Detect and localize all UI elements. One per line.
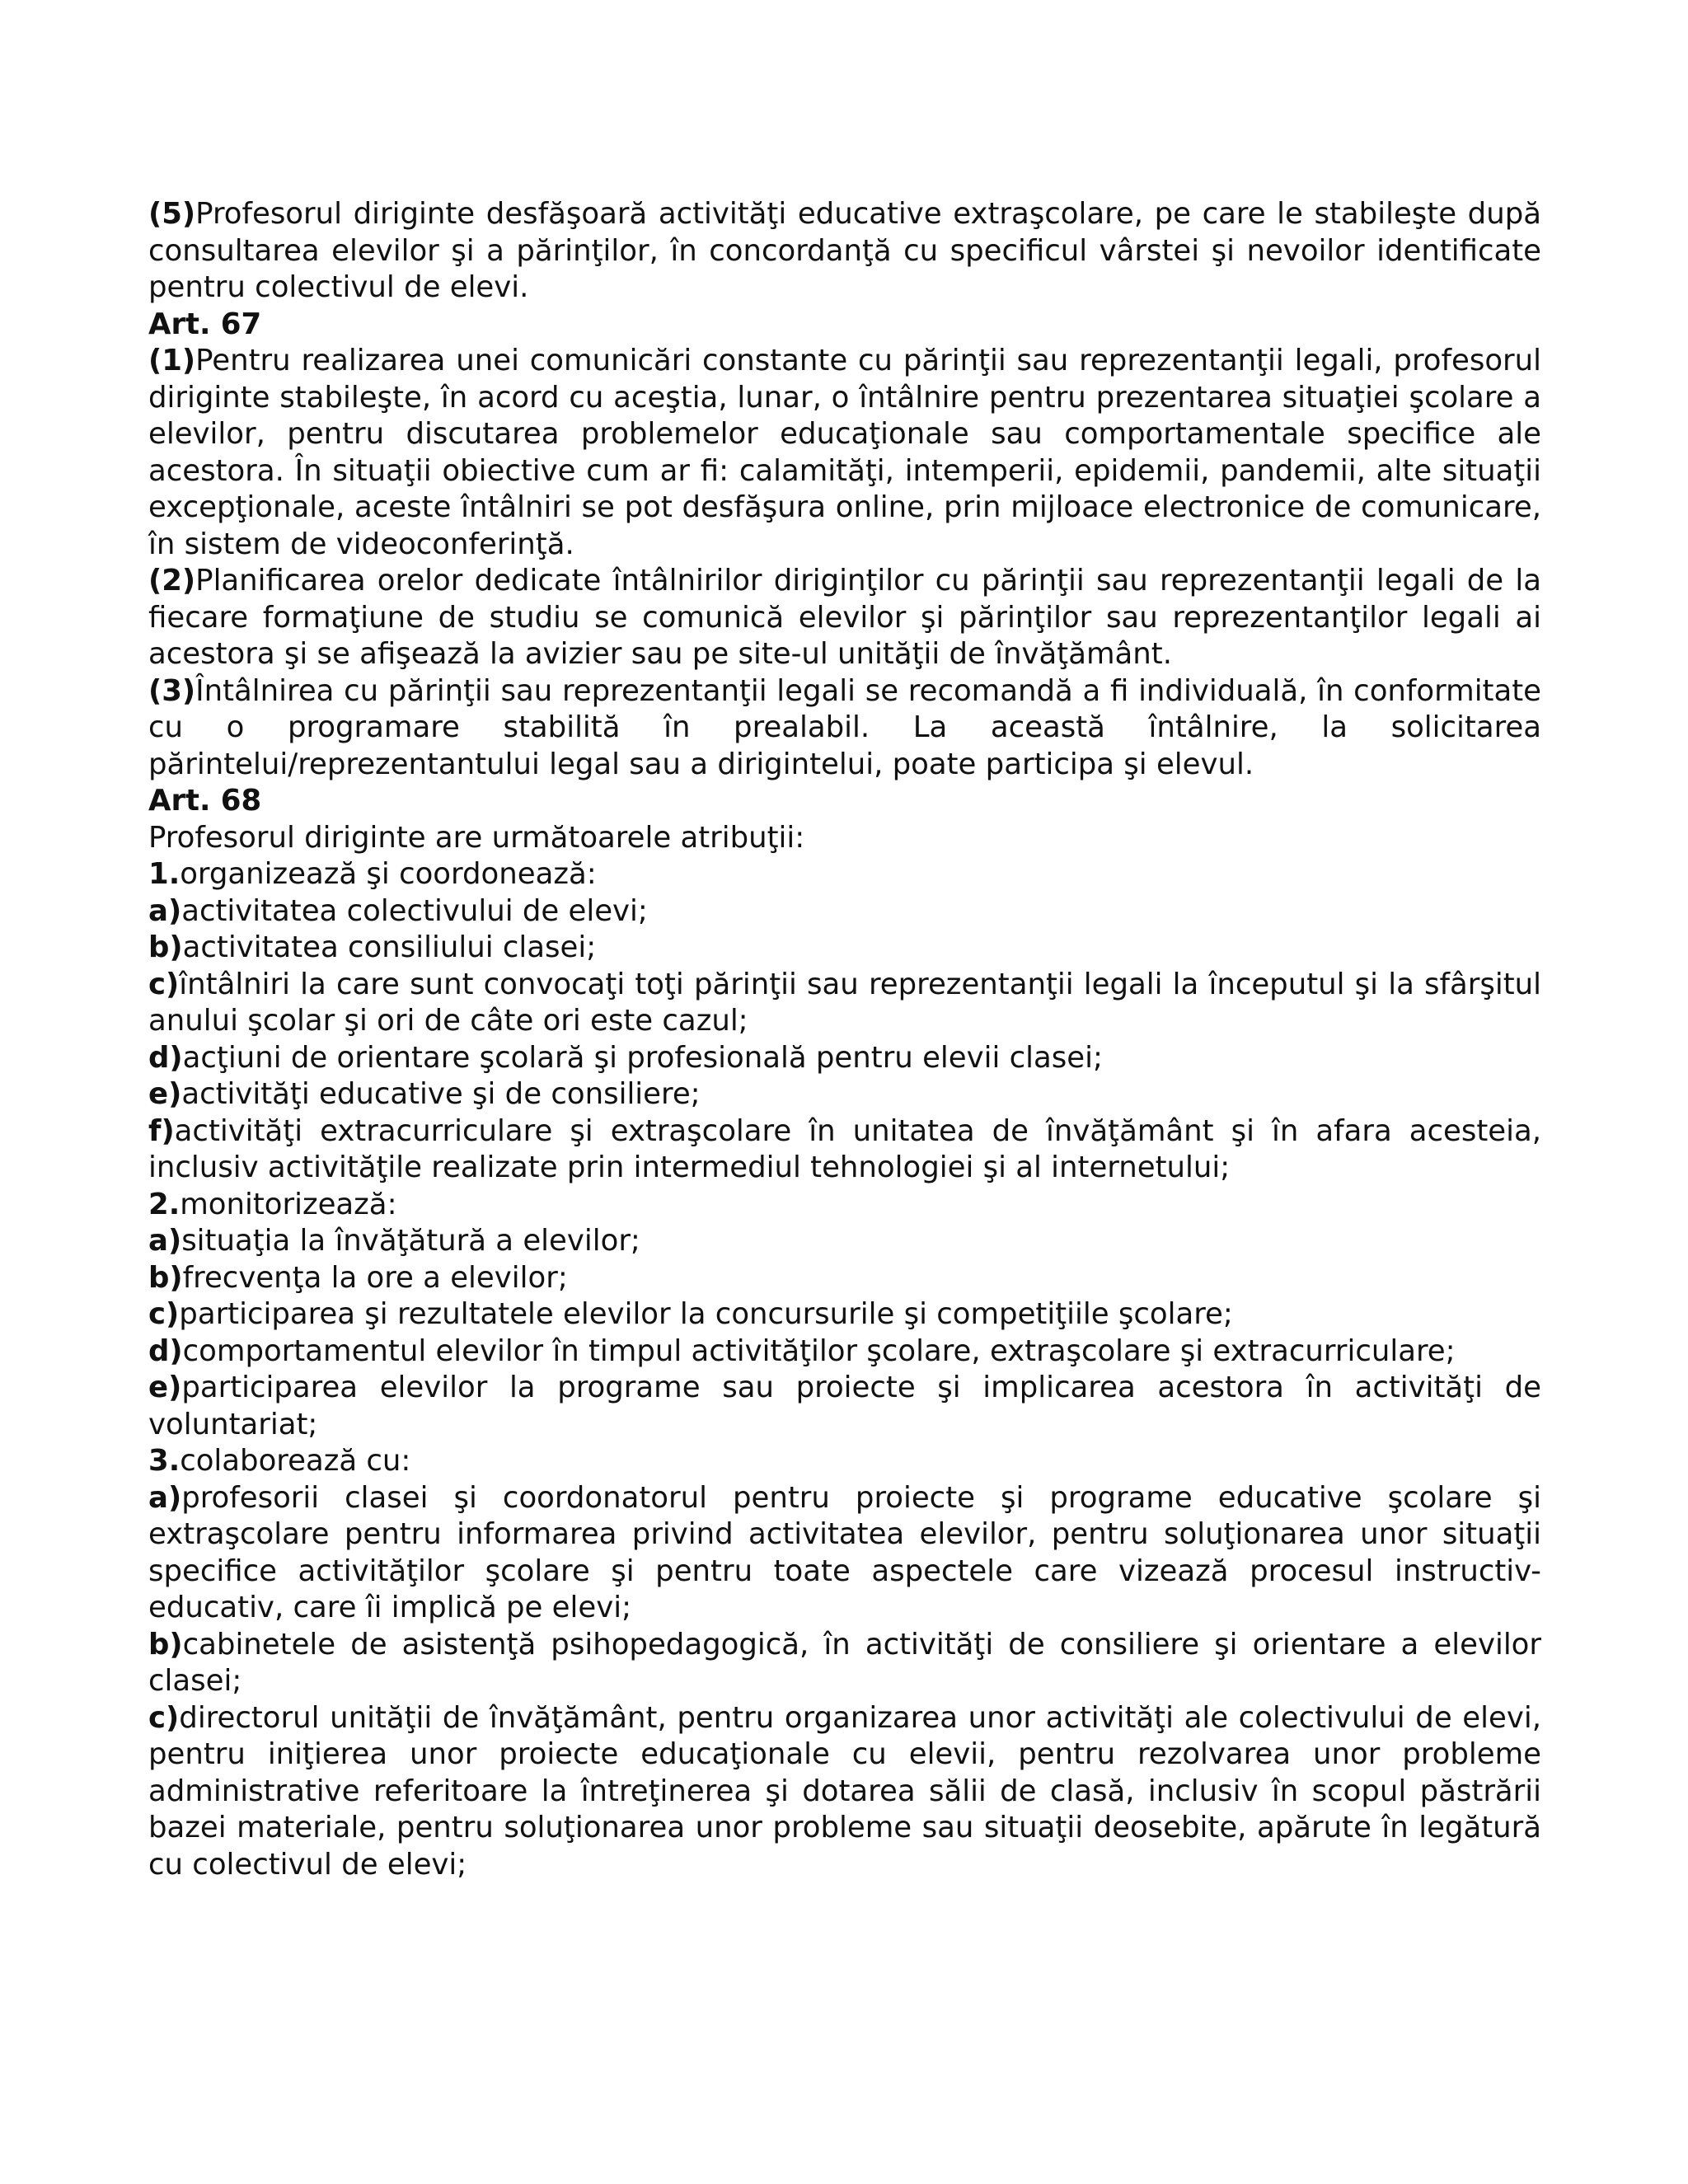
paragraph xyxy=(148,1113,1541,1187)
paragraph-label: c) xyxy=(148,967,180,1001)
paragraph-text: frecvenţa la ore a elevilor; xyxy=(182,1260,568,1295)
paragraph xyxy=(148,196,1541,307)
paragraph-text: Întâlnirea cu părinţii sau reprezentanţii legali se recomandă a fi individuală, în conformitate cu o programare stabilită în prealabil. La această întâlnire, la solicitarea părintelui/reprezentantului legal sau a dirigintelui, poate participa şi elevul. xyxy=(148,673,1541,781)
paragraph-text: Pentru realizarea unei comunicări constante cu părinţii sau reprezentanţii legali, profesorul diriginte stabileşte, în acord cu aceştia, lunar, o întâlnire pentru prezentarea situaţiei şcolare a elevilor, pentru discutarea problemelor educaţionale sau comportamentale specifice ale acestora. În situaţii obiective cum ar fi: calamităţi, intemperii, epidemii, pandemii, alte situaţii excepţionale, aceste întâlniri se pot desfăşura online, prin mijloace electronice de comunicare, în sistem de videoconferinţă. xyxy=(148,344,1541,561)
paragraph-text: participarea şi rezultatele elevilor la concursurile şi competiţiile şcolare; xyxy=(179,1297,1233,1331)
paragraph-label: f) xyxy=(148,1113,175,1148)
paragraph-text: profesorii clasei şi coordonatorul pentru proiecte şi programe educative şcolare şi extraşcolare pentru informarea privind activitatea elevilor, pentru soluţionarea unor situaţii specifice activităţilor şcolare şi pentru toate aspectele care vizează procesul instructiv-educativ, care îi implică pe elevi; xyxy=(148,1480,1541,1624)
paragraph-text: Profesorul diriginte desfăşoară activităţi educative extraşcolare, pe care le stabileşte după consultarea elevilor şi a părinţilor, în concordanţă cu specificul vârstei şi nevoilor identificate pentru colectivul de elevi. xyxy=(148,197,1541,304)
paragraph xyxy=(148,1370,1541,1443)
paragraph-text: comportamentul elevilor în timpul activităţilor şcolare, extraşcolare şi extracurriculare; xyxy=(182,1333,1456,1368)
paragraph xyxy=(148,1223,1541,1260)
paragraph-text: colaborează cu: xyxy=(180,1444,411,1478)
paragraph-label: 1. xyxy=(148,857,181,891)
paragraph-text: acţiuni de orientare şcolară şi profesională pentru elevii clasei; xyxy=(182,1040,1103,1075)
paragraph-text: participarea elevilor la programe sau proiecte şi implicarea acestora în activităţi de voluntariat; xyxy=(148,1371,1541,1441)
paragraph xyxy=(148,1076,1541,1113)
article-heading xyxy=(148,783,1541,820)
paragraph-label: a) xyxy=(148,1224,182,1258)
paragraph-label: c) xyxy=(148,1700,180,1735)
article-heading-text: Art. 68 xyxy=(148,784,262,818)
paragraph-text: activitatea consiliului clasei; xyxy=(182,930,597,964)
paragraph-label: 3. xyxy=(148,1444,181,1478)
paragraph xyxy=(148,856,1541,893)
paragraph xyxy=(148,930,1541,967)
paragraph xyxy=(148,1040,1541,1077)
paragraph xyxy=(148,1700,1541,1884)
paragraph xyxy=(148,1187,1541,1224)
paragraph-label: e) xyxy=(148,1077,182,1111)
paragraph xyxy=(148,893,1541,930)
paragraph xyxy=(148,1480,1541,1627)
paragraph-label: d) xyxy=(148,1333,183,1368)
paragraph xyxy=(148,343,1541,563)
paragraph-label: (2) xyxy=(148,564,196,598)
paragraph-label: b) xyxy=(148,930,183,964)
paragraph-label: d) xyxy=(148,1040,183,1075)
paragraph-text: Profesorul diriginte are următoarele atribuţii: xyxy=(148,820,805,855)
paragraph-label: c) xyxy=(148,1297,180,1331)
article-heading xyxy=(148,307,1541,344)
paragraph xyxy=(148,1333,1541,1371)
paragraph-label: a) xyxy=(148,893,182,928)
paragraph-label: (5) xyxy=(148,197,196,231)
paragraph xyxy=(148,563,1541,673)
paragraph-text: situaţia la învăţătură a elevilor; xyxy=(181,1224,640,1258)
paragraph-text: monitorizează: xyxy=(180,1187,397,1221)
paragraph-text: cabinetele de asistenţă psihopedagogică, în activităţi de consiliere şi orientare a elevilor clasei; xyxy=(148,1627,1541,1698)
document-body xyxy=(148,196,1541,1883)
article-heading-text: Art. 67 xyxy=(148,307,262,341)
paragraph-label: 2. xyxy=(148,1187,181,1221)
paragraph xyxy=(148,673,1541,784)
paragraph-text: activităţi educative şi de consiliere; xyxy=(181,1077,701,1111)
paragraph-text: organizează şi coordonează: xyxy=(180,857,597,891)
paragraph xyxy=(148,967,1541,1040)
paragraph-text: directorul unităţii de învăţământ, pentru organizarea unor activităţi ale colectivului de elevi, pentru iniţierea unor proiecte educaţionale cu elevii, pentru rezolvarea unor probleme administrative referitoare la întreţinerea şi dotarea sălii de clasă, inclusiv în scopul păstrării bazei materiale, pentru soluţionarea unor probleme sau situaţii deosebite, apărute în legătură cu colectivul de elevi; xyxy=(148,1700,1541,1882)
paragraph-text: activitatea colectivului de elevi; xyxy=(181,893,648,928)
paragraph xyxy=(148,1443,1541,1480)
paragraph-text: întâlniri la care sunt convocaţi toţi părinţii sau reprezentanţii legali la începutul şi la sfârşitul anului şcolar şi ori de câte ori este cazul; xyxy=(148,967,1541,1038)
paragraph-label: (3) xyxy=(148,673,196,708)
paragraph-label: b) xyxy=(148,1260,183,1295)
paragraph xyxy=(148,1296,1541,1333)
paragraph-text: activităţi extracurriculare şi extraşcolare în unitatea de învăţământ şi în afara acesteia, inclusiv activităţile realizate prin intermediul tehnologiei şi al internetului; xyxy=(148,1113,1541,1184)
paragraph xyxy=(148,1627,1541,1700)
paragraph-label: e) xyxy=(148,1371,182,1404)
paragraph-label: a) xyxy=(148,1480,182,1515)
paragraph-text: Planificarea orelor dedicate întâlnirilor diriginţilor cu părinţii sau reprezentanţii legali de la fiecare formaţiune de studiu se comunică elevilor şi părinţilor sau reprezentanţilor legali ai acestora şi se afişează la avizier sau pe site-ul unităţii de învăţământ. xyxy=(148,564,1541,671)
paragraph-label: (1) xyxy=(148,344,196,377)
paragraph xyxy=(148,1260,1541,1297)
paragraph xyxy=(148,820,1541,857)
paragraph-label: b) xyxy=(148,1627,183,1661)
